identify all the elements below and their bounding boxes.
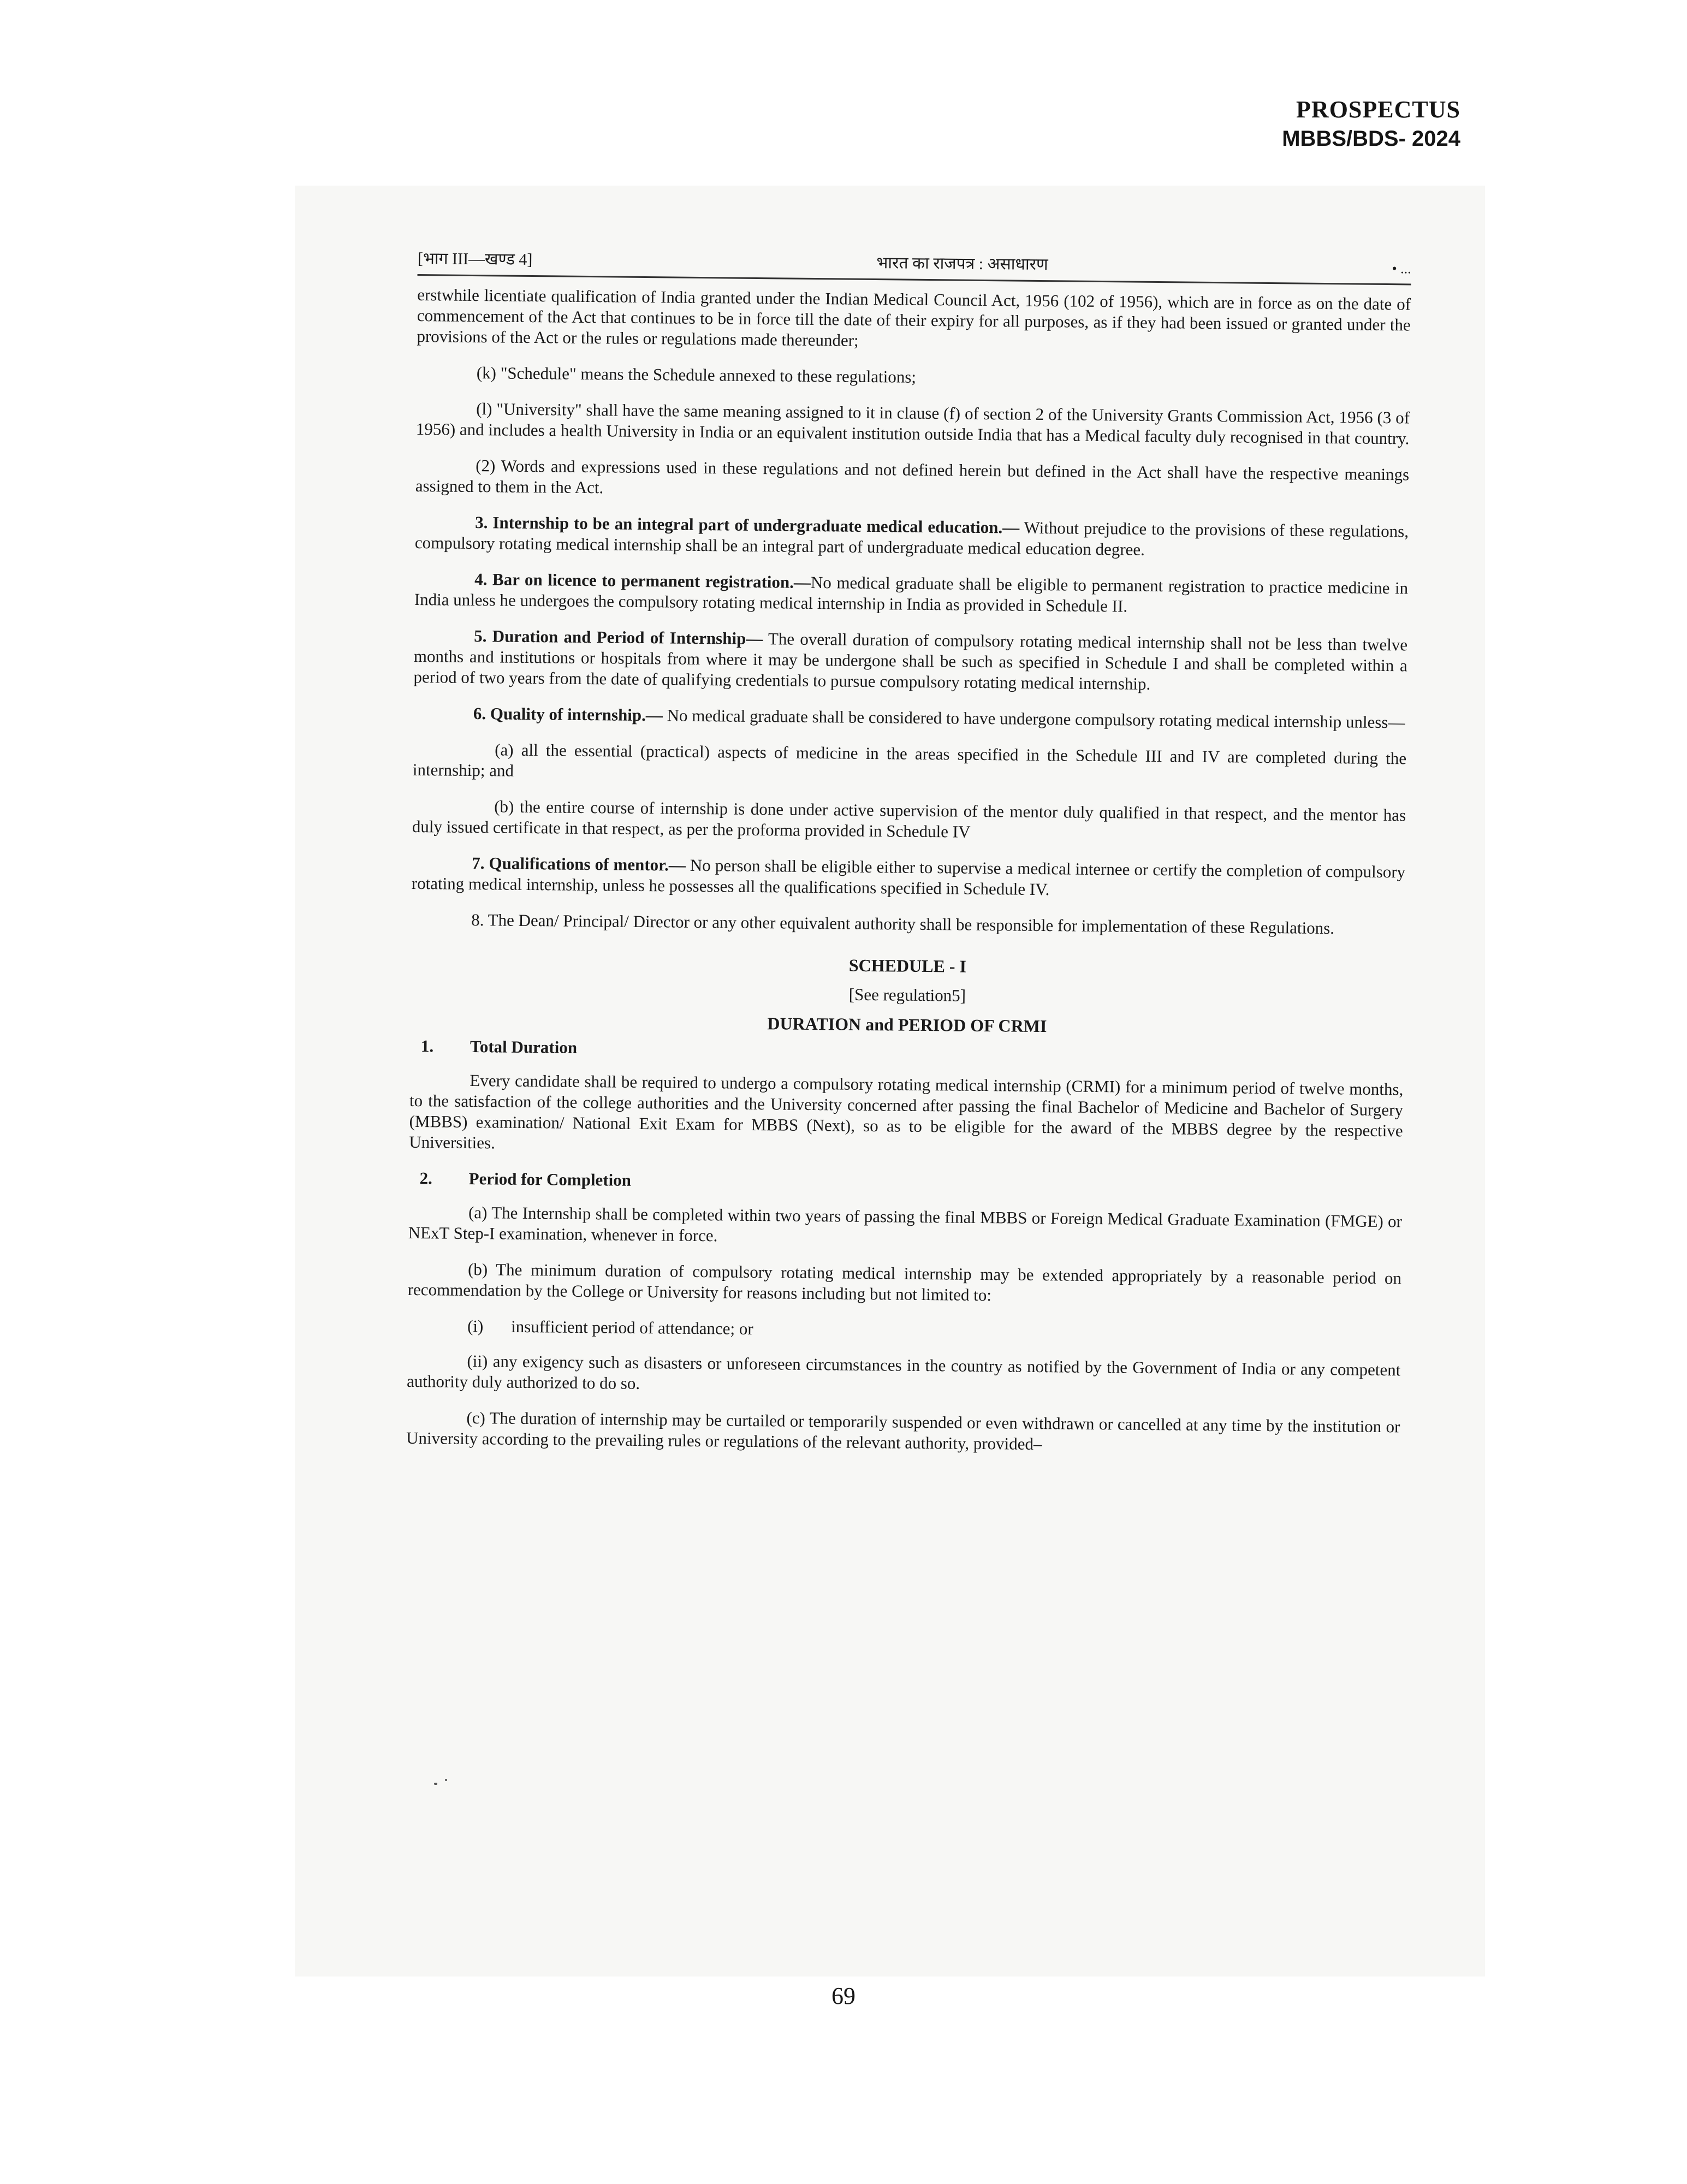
page-number: 69 — [831, 1983, 856, 2009]
section-7 — [412, 852, 1406, 903]
schedule-title: SCHEDULE - I — [848, 955, 967, 976]
section-1-number: 1. — [420, 1036, 434, 1056]
section-6-heading: 6. Quality of internship.— — [473, 704, 663, 725]
clause-i-text: insufficient period of attendance; or — [510, 1316, 753, 1338]
schedule-section-1-heading — [421, 1036, 1404, 1066]
prospectus-title: PROSPECTUS — [1296, 96, 1460, 123]
intro-paragraph: erstwhile licentiate qualification of India granted under the Indian Medical Council Act, 1956 (102 of 1956), which are in force as on the date of commencement of the Act that continues to be in force till the date of their expiry for all purposes, as if they had been issued or granted under the provisions of the Act or the rules or regulations made thereunder; — [417, 284, 1411, 350]
section-2-number: 2. — [419, 1168, 433, 1188]
section-6 — [413, 703, 1407, 733]
section-7-heading: 7. Qualifications of mentor.— — [472, 853, 686, 875]
clause-k: (k) "Schedule" means the Schedule annexed to these regulations; — [476, 363, 917, 387]
section-4 — [414, 568, 1409, 619]
gazette-text-block — [406, 248, 1411, 1473]
section-8: 8. The Dean/ Principal/ Director or any other equivalent authority shall be responsible for implementation of these Regulations. — [471, 910, 1335, 938]
clause-l: (l) "University" shall have the same meaning assigned to it in clause (f) of section 2 of the University Grants Commission Act, 1956 (3 of 1956) and includes a health University in India or an equivalent institution outside India that has a Medical faculty duly recognised in that country. — [415, 399, 1410, 448]
section-7-text: No person shall be eligible either to supervise a medical internee or certify the completion of compulsory rotating medical internship, unless he possesses all the qualifications specified in Schedule IV. — [411, 855, 1406, 899]
prospectus-header — [1282, 96, 1460, 151]
section-5-text: The overall duration of compulsory rotating medical internship shall not be less than twelve months and institutions or hospitals from where it may be undergone shall be such as specified in Schedule I and shall be completed within a period of two years from the date of qualifying credentials to pursue compulsory rotating medical internship. — [413, 629, 1408, 693]
section-6-b: (b) the entire course of internship is done under active supervision of the mentor duly qualified in that respect, and the mentor has duly issued certificate in that respect, as per the proforma provided in Schedule IV — [412, 797, 1406, 841]
schedule-clause-i — [467, 1316, 1401, 1345]
section-3 — [415, 512, 1409, 562]
schedule-clause-b: (b) The minimum duration of compulsory rotating medical internship may be extended appropriately by a reasonable period on recommendation by the College or University for reasons including but not limited to: — [407, 1259, 1402, 1305]
section-3-heading: 3. Internship to be an integral part of undergraduate medical education.— — [475, 513, 1020, 537]
prospectus-subtitle: MBBS/BDS- 2024 — [1282, 127, 1460, 151]
gazette-part-label: [भाग III—खण्ड 4] — [417, 249, 533, 269]
section-5-heading: 5. Duration and Period of Internship— — [474, 626, 763, 649]
clause-i-number: (i) — [467, 1316, 484, 1336]
schedule-heading: DURATION and PERIOD OF CRMI — [767, 1013, 1047, 1036]
scanned-gazette-page — [295, 186, 1485, 1977]
schedule-clause-c: (c) The duration of internship may be curtailed or temporarily suspended or even withdrawn or cancelled at any time by the institution or University according to the prevailing rules or regulations of the relevant authority, provided– — [406, 1408, 1400, 1454]
schedule-section-2-heading — [419, 1168, 1402, 1198]
section-5 — [413, 625, 1407, 697]
section-6-text: No medical graduate shall be considered to have undergone compulsory rotating medical internship unless— — [662, 705, 1405, 732]
scan-speck — [445, 1779, 447, 1781]
gazette-title: भारत का राजपत्र : असाधारण — [876, 254, 1048, 274]
schedule-clause-a: (a) The Internship shall be completed within two years of passing the final MBBS or Foreign Medical Graduate Examination (FMGE) or NExT Step-I examination, whenever in force. — [408, 1202, 1403, 1245]
section-3-text: Without prejudice to the provisions of these regulations, compulsory rotating medical internship shall be an integral part of undergraduate medical education degree. — [414, 518, 1409, 559]
section-2-title: Period for Completion — [468, 1168, 632, 1190]
schedule-reference: [See regulation5] — [848, 984, 966, 1005]
section-6-a: (a) all the essential (practical) aspects of medicine in the areas specified in the Schedule III and IV are completed during the internship; and — [412, 740, 1407, 780]
schedule-section-1-text: Every candidate shall be required to undergo a compulsory rotating medical internship (CRMI) for a minimum period of twelve months, to the satisfaction of the college authorities and the University concerned after passing the final Bachelor of Medicine and Bachelor of Surgery (MBBS) examination/ National Exit Exam for MBBS (Next), so as to be eligible for the award of the MBBS degree by the respective Universities. — [409, 1070, 1404, 1153]
clause-2: (2) Words and expressions used in these regulations and not defined herein but defined in the Act shall have the respective meanings assigned to them in the Act. — [415, 456, 1410, 497]
schedule-clause-ii: (ii) any exigency such as disasters or unforeseen circumstances in the country as notified by the Government of India or any competent authority duly authorized to do so. — [406, 1351, 1401, 1393]
section-1-title: Total Duration — [470, 1036, 578, 1057]
section-4-heading: 4. Bar on licence to permanent registration.— — [474, 569, 811, 592]
scan-speck — [434, 1783, 437, 1785]
gazette-header — [418, 248, 1411, 285]
gazette-marks: • ... — [1392, 260, 1411, 277]
section-4-text: No medical graduate shall be eligible to permanent registration to practice medicine in India unless he undergoes the compulsory rotating medical internship in India as provided in Schedule II. — [414, 572, 1409, 616]
